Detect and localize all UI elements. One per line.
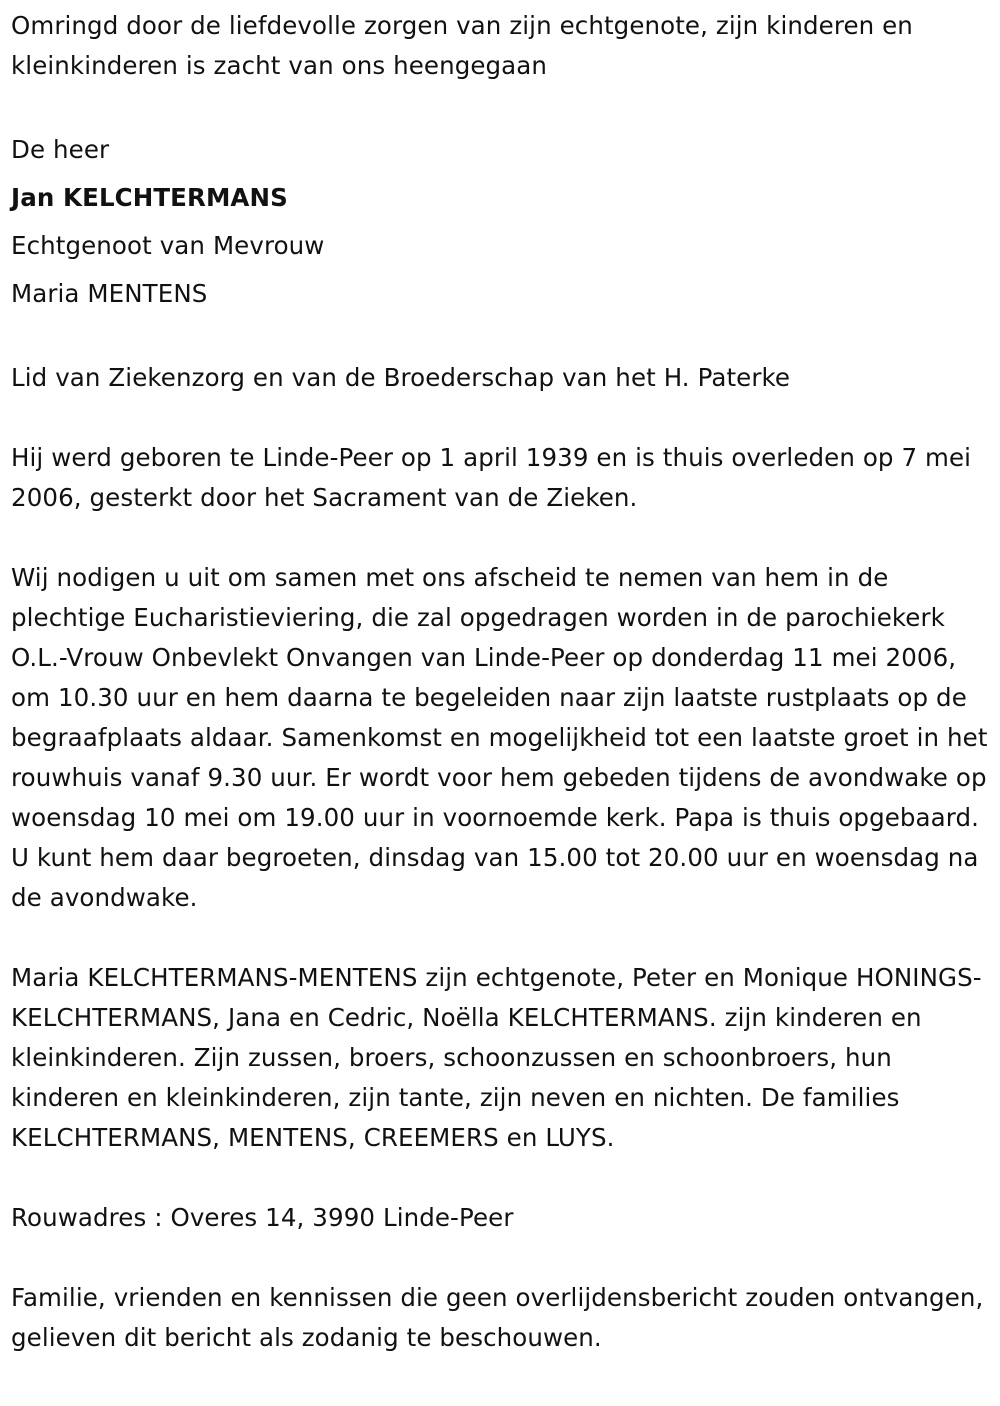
spacer (11, 318, 991, 358)
funeral-text: Wij nodigen u uit om samen met ons afscheid te nemen van hem in de plechtige Eucharistieviering, die zal opgedragen worden in de parochiekerk O.L.-Vrouw Onbevlekt Onvangen van Linde-Peer op donderdag 11 mei 2006, om 10.30 uur en hem daarna te begeleiden naar zijn laatste rustplaats op de begraafplaats aldaar. Samenkomst en mogelijkheid tot een laatste groet in het rouwhuis vanaf 9.30 uur. Er wordt voor hem gebeden tijdens de avondwake op woensdag 10 mei om 19.00 uur in voornoemde kerk. Papa is thuis opgebaard. U kunt hem daar begroeten, dinsdag van 15.00 tot 20.00 uur en woensdag na de avondwake. (11, 563, 988, 912)
membership-text: Lid van Ziekenzorg en van de Broederschap van het H. Paterke (11, 363, 791, 392)
address-text: Rouwadres : Overes 14, 3990 Linde-Peer (11, 1203, 514, 1232)
spacer (11, 918, 991, 958)
spacer (11, 1238, 991, 1278)
spacer (11, 398, 991, 438)
death-notice (11, 6, 991, 1358)
intro-text: Omringd door de liefdevolle zorgen van zijn echtgenote, zijn kinderen en kleinkinderen is zacht van ons heengegaan (11, 11, 913, 80)
spouse-name: Maria MENTENS (11, 279, 208, 308)
closing-text: Familie, vrienden en kennissen die geen overlijdensbericht zouden ontvangen, gelieven dit bericht als zodanig te beschouwen. (11, 1283, 984, 1352)
spacer (11, 1158, 991, 1198)
salutation: De heer (11, 135, 110, 164)
birth-death-text: Hij werd geboren te Linde-Peer op 1 april 1939 en is thuis overleden op 7 mei 2006, gesterkt door het Sacrament van de Zieken. (11, 443, 972, 512)
deceased-name: Jan KELCHTERMANS (11, 183, 288, 212)
family-text: Maria KELCHTERMANS-MENTENS zijn echtgenote, Peter en Monique HONINGS-KELCHTERMANS, Jana en Cedric, Noëlla KELCHTERMANS. zijn kinderen en kleinkinderen. Zijn zussen, broers, schoonzussen en schoonbroers, hun kinderen en kleinkinderen, zijn tante, zijn neven en nichten. De families KELCHTERMANS, MENTENS, CREEMERS en LUYS. (11, 963, 982, 1152)
spacer (11, 518, 991, 558)
spouse-line: Echtgenoot van Mevrouw (11, 231, 325, 260)
spacer (11, 86, 991, 126)
